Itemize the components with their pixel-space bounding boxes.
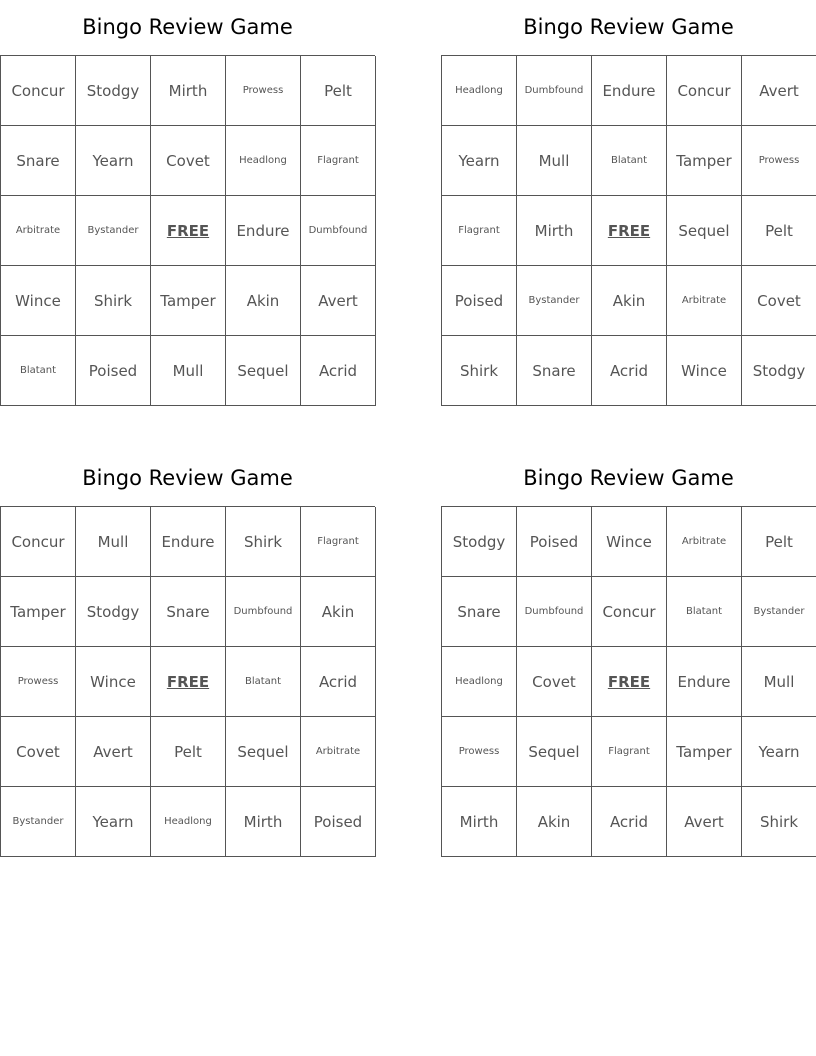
bingo-cell: Arbitrate	[301, 717, 376, 787]
bingo-cell: Wince	[1, 266, 76, 336]
bingo-cell: Bystander	[76, 196, 151, 266]
bingo-cell: Bystander	[742, 577, 816, 647]
bingo-cell: Stodgy	[76, 56, 151, 126]
bingo-cell: Dumbfound	[301, 196, 376, 266]
bingo-cell: Shirk	[226, 507, 301, 577]
bingo-cell: Snare	[1, 126, 76, 196]
bingo-cell: Poised	[442, 266, 517, 336]
bingo-cell: Yearn	[742, 717, 816, 787]
bingo-cell: Covet	[151, 126, 226, 196]
bingo-cell: Blatant	[667, 577, 742, 647]
bingo-cell: Prowess	[1, 647, 76, 717]
bingo-cell: Tamper	[151, 266, 226, 336]
bingo-cell: Stodgy	[742, 336, 816, 406]
bingo-cell: Tamper	[667, 126, 742, 196]
bingo-cell: Shirk	[442, 336, 517, 406]
bingo-cell: Mirth	[442, 787, 517, 857]
bingo-grid	[441, 506, 816, 857]
bingo-cell: Sequel	[226, 336, 301, 406]
bingo-cell: Headlong	[151, 787, 226, 857]
bingo-cell: Snare	[442, 577, 517, 647]
bingo-card-1	[0, 0, 375, 406]
bingo-cell: Acrid	[592, 787, 667, 857]
bingo-cell: Flagrant	[301, 126, 376, 196]
bingo-cell: Akin	[517, 787, 592, 857]
bingo-cell: Yearn	[442, 126, 517, 196]
bingo-cell: Flagrant	[301, 507, 376, 577]
bingo-cell: Endure	[226, 196, 301, 266]
bingo-cell: Endure	[151, 507, 226, 577]
bingo-cell: Blatant	[1, 336, 76, 406]
free-space-cell: FREE	[151, 196, 226, 266]
bingo-cell: Flagrant	[592, 717, 667, 787]
bingo-cell: Bystander	[517, 266, 592, 336]
card-title: Bingo Review Game	[523, 466, 734, 490]
bingo-cell: Covet	[517, 647, 592, 717]
bingo-cell: Stodgy	[76, 577, 151, 647]
bingo-cell: Headlong	[226, 126, 301, 196]
bingo-cell: Covet	[742, 266, 816, 336]
bingo-cell: Dumbfound	[226, 577, 301, 647]
bingo-cell: Shirk	[742, 787, 816, 857]
bingo-cell: Dumbfound	[517, 577, 592, 647]
bingo-cell: Arbitrate	[667, 507, 742, 577]
bingo-cell: Pelt	[742, 196, 816, 266]
bingo-cell: Prowess	[742, 126, 816, 196]
bingo-cell: Mull	[742, 647, 816, 717]
bingo-cell: Akin	[226, 266, 301, 336]
bingo-cell: Snare	[151, 577, 226, 647]
bingo-cell: Acrid	[592, 336, 667, 406]
bingo-cell: Avert	[667, 787, 742, 857]
bingo-cell: Avert	[301, 266, 376, 336]
bingo-cell: Stodgy	[442, 507, 517, 577]
bingo-cell: Endure	[667, 647, 742, 717]
bingo-cell: Tamper	[1, 577, 76, 647]
bingo-cell: Sequel	[226, 717, 301, 787]
bingo-cell: Concur	[667, 56, 742, 126]
bingo-cell: Blatant	[592, 126, 667, 196]
bingo-cell: Pelt	[151, 717, 226, 787]
bingo-cell: Yearn	[76, 126, 151, 196]
free-space-cell: FREE	[592, 647, 667, 717]
bingo-cell: Wince	[76, 647, 151, 717]
bingo-grid	[0, 55, 375, 406]
bingo-cell: Akin	[301, 577, 376, 647]
card-title: Bingo Review Game	[523, 15, 734, 39]
bingo-card-2	[441, 0, 816, 406]
bingo-card-4	[441, 451, 816, 857]
bingo-cell: Wince	[592, 507, 667, 577]
bingo-cell: Mirth	[226, 787, 301, 857]
bingo-cell: Flagrant	[442, 196, 517, 266]
bingo-cell: Tamper	[667, 717, 742, 787]
bingo-cell: Sequel	[667, 196, 742, 266]
bingo-cell: Pelt	[301, 56, 376, 126]
bingo-cell: Concur	[592, 577, 667, 647]
bingo-cell: Dumbfound	[517, 56, 592, 126]
bingo-grid	[441, 55, 816, 406]
bingo-cell: Prowess	[442, 717, 517, 787]
bingo-cell: Pelt	[742, 507, 816, 577]
bingo-cell: Covet	[1, 717, 76, 787]
card-title: Bingo Review Game	[82, 15, 293, 39]
bingo-cell: Sequel	[517, 717, 592, 787]
card-title: Bingo Review Game	[82, 466, 293, 490]
bingo-cell: Acrid	[301, 647, 376, 717]
bingo-cell: Yearn	[76, 787, 151, 857]
bingo-cell: Snare	[517, 336, 592, 406]
bingo-card-3	[0, 451, 375, 857]
bingo-cell: Concur	[1, 507, 76, 577]
bingo-cell: Mirth	[151, 56, 226, 126]
bingo-cell: Mull	[76, 507, 151, 577]
bingo-cell: Endure	[592, 56, 667, 126]
bingo-cell: Avert	[742, 56, 816, 126]
bingo-cell: Headlong	[442, 647, 517, 717]
bingo-cell: Bystander	[1, 787, 76, 857]
bingo-cell: Poised	[76, 336, 151, 406]
bingo-cell: Mull	[151, 336, 226, 406]
bingo-cell: Arbitrate	[1, 196, 76, 266]
bingo-cell: Avert	[76, 717, 151, 787]
bingo-cell: Poised	[301, 787, 376, 857]
bingo-cell: Akin	[592, 266, 667, 336]
bingo-cell: Headlong	[442, 56, 517, 126]
free-space-cell: FREE	[592, 196, 667, 266]
bingo-cell: Arbitrate	[667, 266, 742, 336]
bingo-cell: Concur	[1, 56, 76, 126]
bingo-cell: Mirth	[517, 196, 592, 266]
bingo-cell: Prowess	[226, 56, 301, 126]
bingo-cell: Poised	[517, 507, 592, 577]
bingo-cell: Wince	[667, 336, 742, 406]
free-space-cell: FREE	[151, 647, 226, 717]
bingo-grid	[0, 506, 375, 857]
bingo-cell: Blatant	[226, 647, 301, 717]
bingo-cell: Acrid	[301, 336, 376, 406]
bingo-cell: Mull	[517, 126, 592, 196]
bingo-cell: Shirk	[76, 266, 151, 336]
